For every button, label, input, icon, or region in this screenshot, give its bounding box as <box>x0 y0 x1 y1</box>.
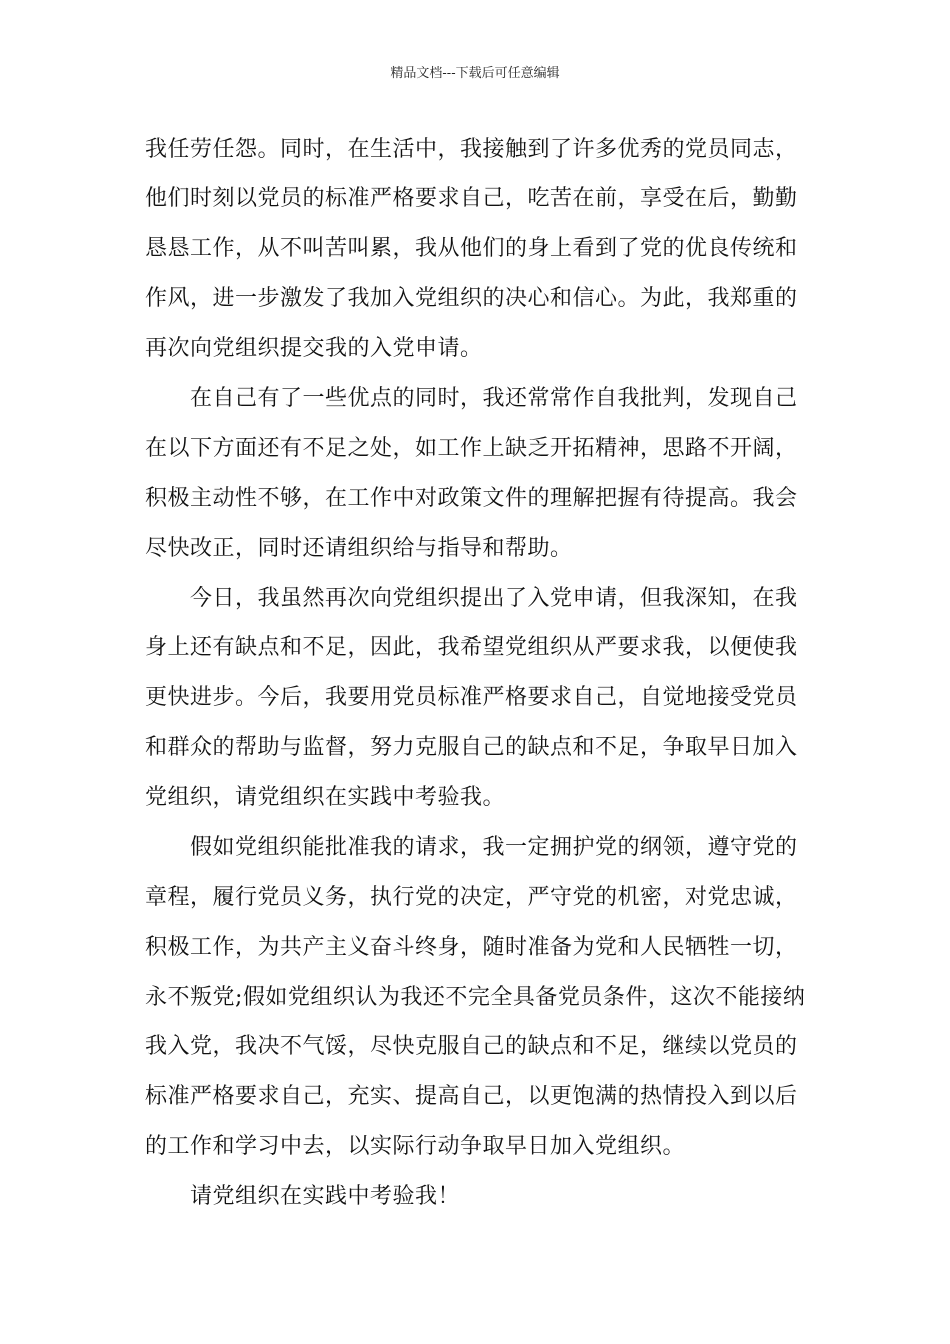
closing-line: 请党组织在实践中考验我！ <box>190 1184 461 1209</box>
paragraph-first-line: 今日，我虽然再次向党组织提出了入党申请，但我深知，在我 <box>190 586 798 611</box>
body-line: 作风，进一步激发了我加入党组织的决心和信心。为此，我郑重的 <box>145 286 798 311</box>
body-line: 的工作和学习中去，以实际行动争取早日加入党组织。 <box>145 1134 686 1159</box>
paragraph-first-line: 假如党组织能批准我的请求，我一定拥护党的纲领，遵守党的 <box>190 835 798 860</box>
body-line: 和群众的帮助与监督，努力克服自己的缺点和不足，争取早日加入 <box>145 735 798 760</box>
paragraph-first-line: 在自己有了一些优点的同时，我还常常作自我批判，发现自己 <box>190 386 798 411</box>
body-line: 更快进步。今后，我要用党员标准严格要求自己，自觉地接受党员 <box>145 685 798 710</box>
body-line: 积极主动性不够，在工作中对政策文件的理解把握有待提高。我会 <box>145 486 798 511</box>
body-line: 身上还有缺点和不足，因此，我希望党组织从严要求我，以便使我 <box>145 635 798 660</box>
body-line: 再次向党组织提交我的入党申请。 <box>145 336 483 361</box>
body-line: 积极工作，为共产主义奋斗终身，随时准备为党和人民牺牲一切， <box>145 935 798 960</box>
body-line: 在以下方面还有不足之处，如工作上缺乏开拓精神，思路不开阔， <box>145 436 798 461</box>
body-line: 我入党，我决不气馁，尽快克服自己的缺点和不足，继续以党员的 <box>145 1034 798 1059</box>
body-line: 章程，履行党员义务，执行党的决定，严守党的机密，对党忠诚， <box>145 885 798 910</box>
body-line: 他们时刻以党员的标准严格要求自己，吃苦在前，享受在后，勤勤 <box>145 186 798 211</box>
body-line: 党组织，请党组织在实践中考验我。 <box>145 785 506 810</box>
body-line: 永不叛党;假如党组织认为我还不完全具备党员条件，这次不能接纳 <box>145 985 806 1010</box>
page-header: 精品文档---下载后可任意编辑 <box>390 66 560 81</box>
body-line: 我任劳任怨。同时，在生活中，我接触到了许多优秀的党员同志， <box>145 137 798 162</box>
body-line: 恳恳工作，从不叫苦叫累，我从他们的身上看到了党的优良传统和 <box>145 236 798 261</box>
body-line: 尽快改正，同时还请组织给与指导和帮助。 <box>145 536 573 561</box>
body-line: 标准严格要求自己，充实、提高自己，以更饱满的热情投入到以后 <box>145 1084 798 1109</box>
